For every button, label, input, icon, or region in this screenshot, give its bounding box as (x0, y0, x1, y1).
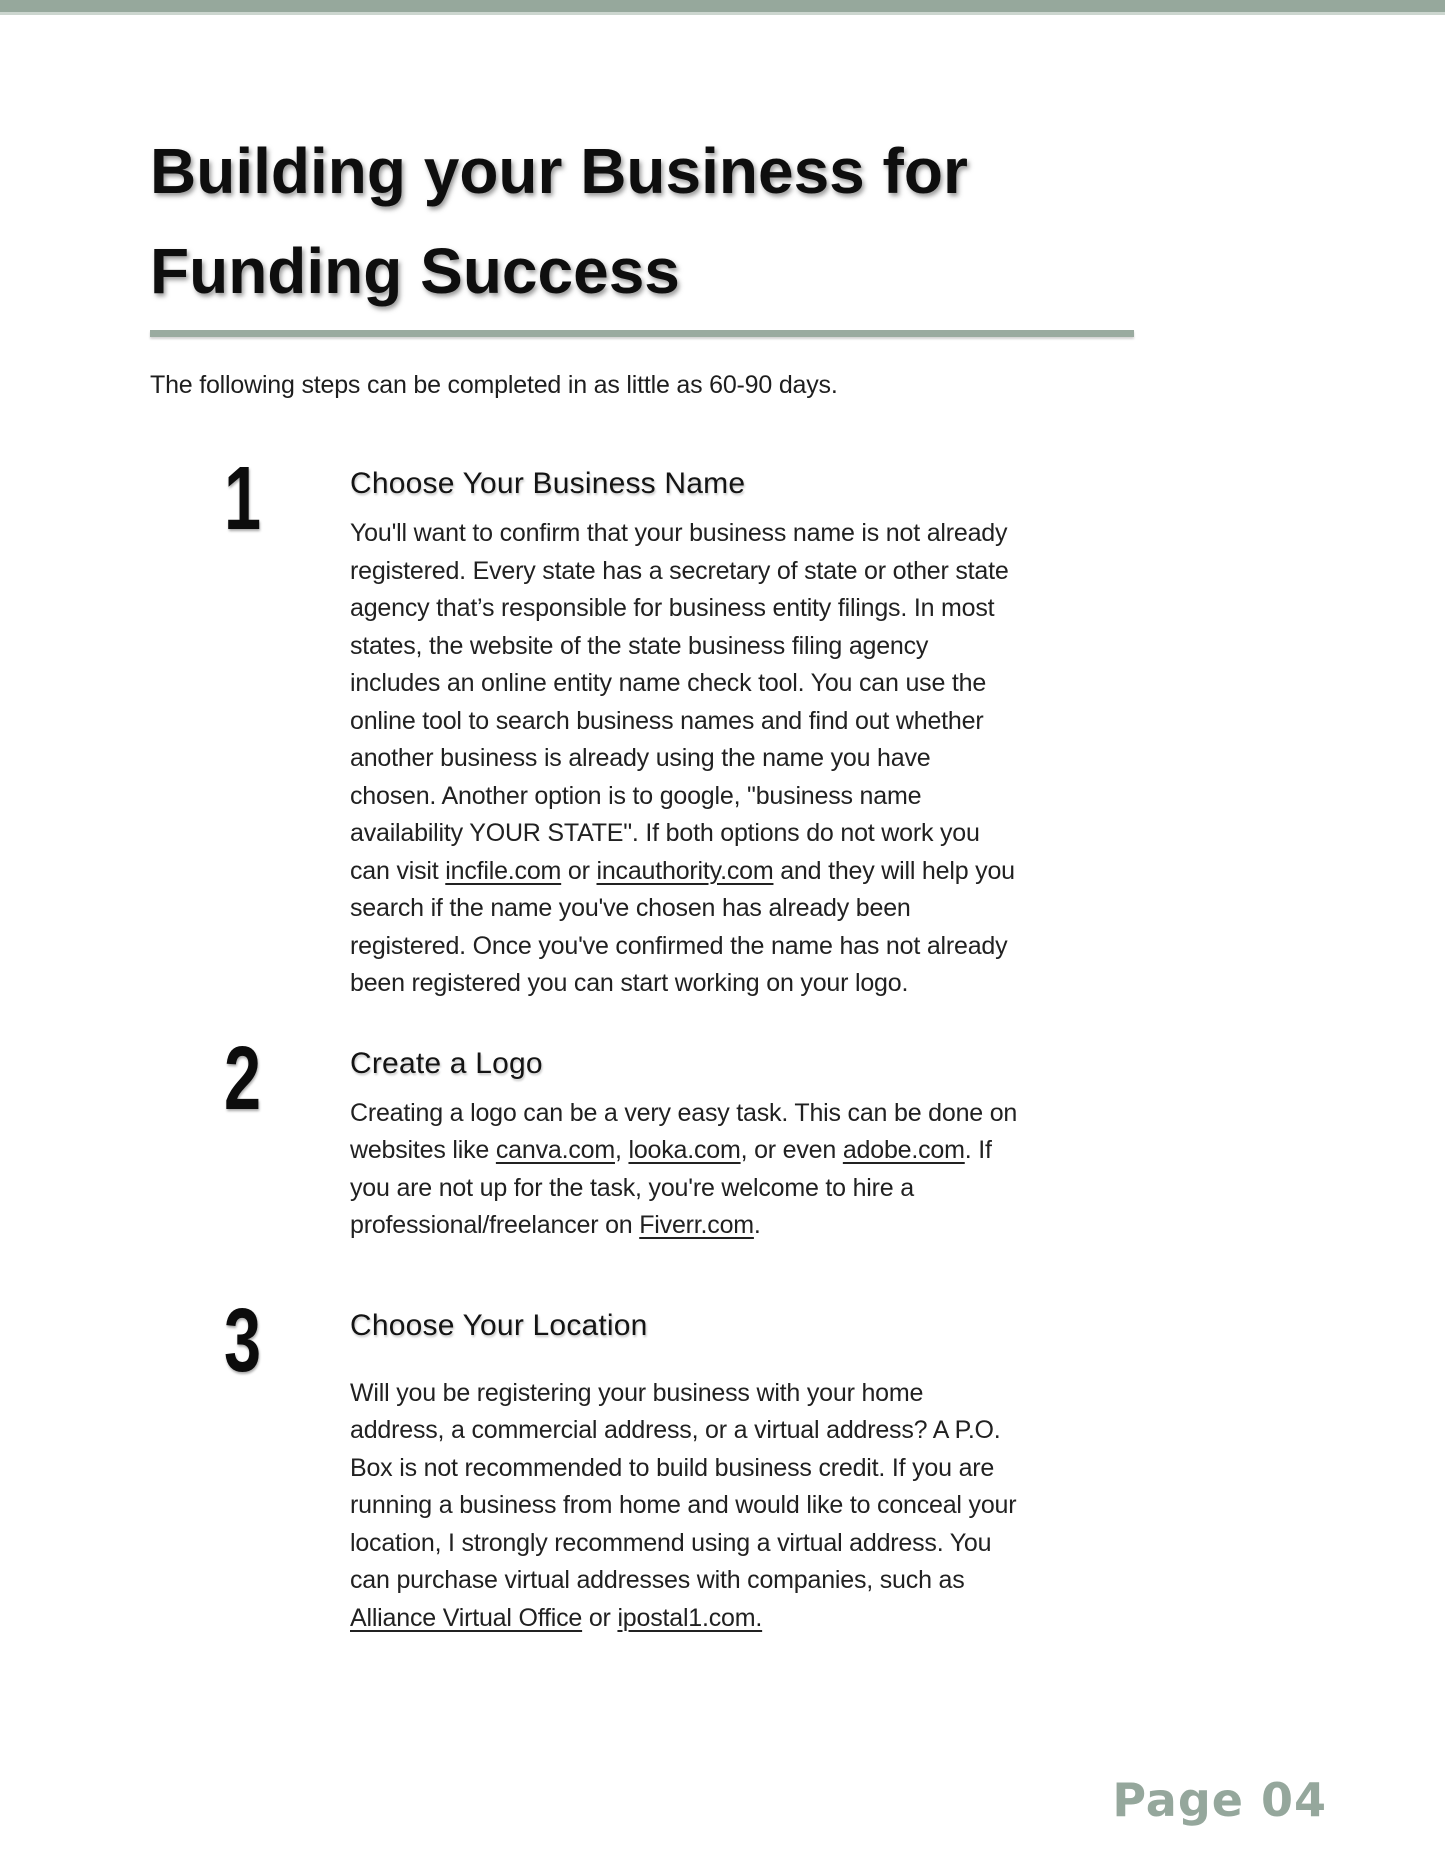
page-title-line-1: Building your Business for (150, 135, 968, 207)
inline-link[interactable]: incfile.com (445, 856, 562, 885)
text-segment: or (561, 856, 597, 885)
step-3-heading: Choose Your Location (350, 1308, 648, 1342)
inline-link[interactable]: incauthority.com (596, 856, 774, 885)
steps-list (150, 449, 1305, 1637)
step-1-content (350, 465, 1020, 1003)
inline-link[interactable]: looka.com (628, 1136, 741, 1164)
inline-link[interactable]: Fiverr.com (639, 1211, 754, 1239)
title-underline-bar (150, 330, 1134, 337)
inline-link[interactable]: ipostal1.com. (617, 1603, 763, 1632)
step-2-section (150, 1028, 1305, 1245)
inline-link[interactable]: adobe.com (842, 1136, 965, 1164)
step-3-number-glyph: 3 (224, 1290, 262, 1391)
step-3-section (150, 1290, 1305, 1638)
page-content (0, 121, 1445, 1637)
step-3-content (350, 1307, 1020, 1638)
page-title (150, 121, 1305, 321)
page-number: Page 04 (1112, 1773, 1327, 1827)
step-1-number (150, 449, 350, 549)
text-segment: or (582, 1603, 618, 1632)
text-segment: and they will help you search if the name you've chosen has already been registered. Once you've confirmed the name has not already been registered you can start working on your logo. (350, 856, 1015, 997)
step-3-paragraph (350, 1375, 1020, 1638)
step-1-paragraph (350, 515, 1020, 1003)
top-accent-bar (0, 0, 1445, 15)
step-2-number-glyph: 2 (224, 1028, 262, 1129)
step-2-heading: Create a Logo (350, 1046, 543, 1080)
text-segment: , or even (740, 1136, 843, 1164)
step-1-number-glyph: 1 (224, 449, 262, 549)
step-2-content (350, 1045, 1020, 1245)
text-segment: Creating a logo can be a very easy task. This can be done on websites like (350, 1098, 1018, 1164)
text-segment: . If you are not up for the task, you're welcome to hire a professional/freelancer on (350, 1136, 992, 1239)
step-2-paragraph (350, 1095, 1020, 1245)
inline-link[interactable]: Alliance Virtual Office (350, 1603, 583, 1632)
text-segment: You'll want to confirm that your business name is not already registered. Every state has a secretary of state or other state agency that’s responsible for business entity filings. In most states, the website of the state business filing agency includes an online entity name check tool. You can use the online tool to search business names and find out whether another business is already using the name you have chosen. Another option is to google, "business name availability YOUR STATE". If both options do not work you can visit (350, 519, 1009, 885)
text-segment: , (614, 1136, 629, 1164)
page-title-line-2: Funding Success (150, 235, 680, 307)
step-3-number (150, 1290, 350, 1391)
text-segment: . (753, 1211, 761, 1239)
page-subtitle: The following steps can be completed in as little as 60-90 days. (150, 371, 838, 399)
text-segment: Will you be registering your business with your home address, a commercial address, or a virtual address? A P.O. Box is not recommended to build business credit. If you are running a business from home and would like to conceal your location, I strongly recommend using a virtual address. You can purchase virtual addresses with companies, such as (350, 1378, 1017, 1594)
step-1-heading: Choose Your Business Name (350, 467, 746, 500)
step-2-number (150, 1028, 350, 1129)
step-1-section (150, 449, 1305, 1003)
inline-link[interactable]: canva.com (495, 1136, 615, 1164)
